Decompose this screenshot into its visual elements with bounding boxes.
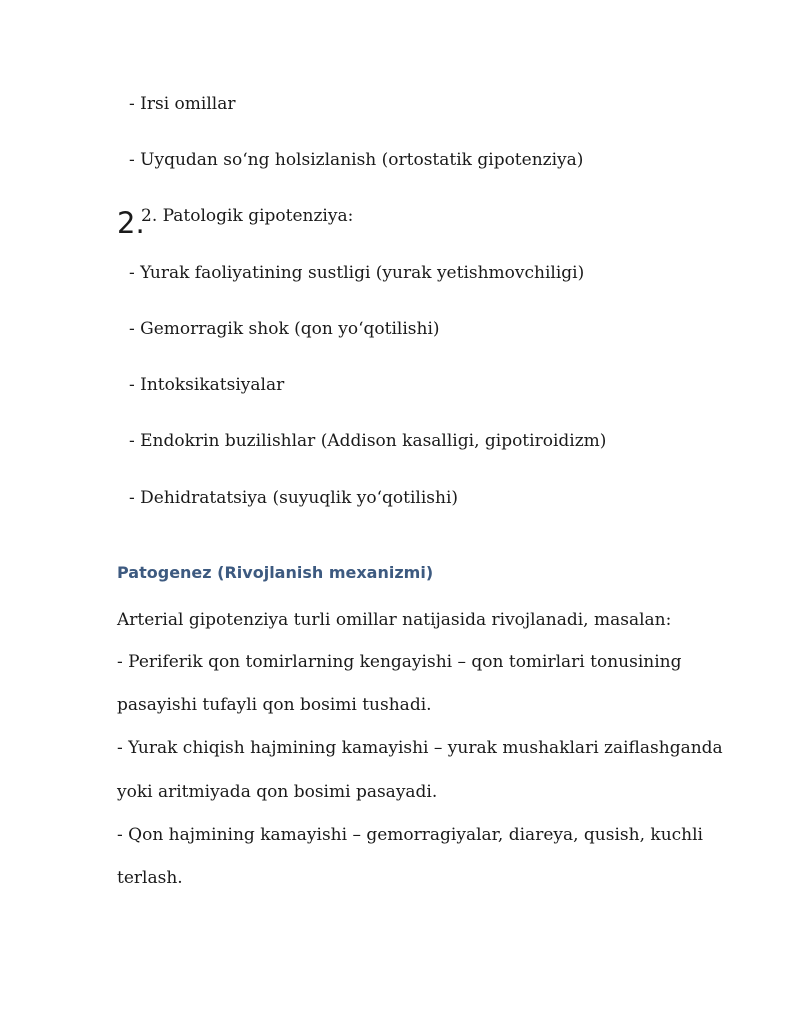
paragraph-line: pasayishi tufayli qon bosimi tushadi. bbox=[117, 695, 432, 715]
list-item-intoksikatsiyalar: - Intoksikatsiyalar bbox=[129, 375, 285, 395]
paragraph-line: - Qon hajmining kamayishi – gemorragiyalar, diareya, qusish, kuchli bbox=[117, 825, 703, 845]
paragraph-line: - Periferik qon tomirlarning kengayishi – qon tomirlari tonusining bbox=[117, 652, 682, 672]
paragraph-line: - Yurak chiqish hajmining kamayishi – yurak mushaklari zaiflashganda bbox=[117, 738, 723, 758]
list-number-marker: 2. bbox=[117, 206, 145, 240]
list-item-yurak-faoliyati: - Yurak faoliyatining sustligi (yurak yetishmovchiligi) bbox=[129, 263, 585, 283]
paragraph-line: yoki aritmiyada qon bosimi pasayadi. bbox=[117, 782, 438, 802]
paragraph-line: terlash. bbox=[117, 868, 183, 888]
list-item-irsi-omillar: - Irsi omillar bbox=[129, 94, 236, 114]
list-item-gemorragik-shok: - Gemorragik shok (qon yo‘qotilishi) bbox=[129, 319, 440, 339]
section-heading-patogenez: Patogenez (Rivojlanish mexanizmi) bbox=[117, 563, 434, 582]
section-title-patologik: 2. Patologik gipotenziya: bbox=[141, 206, 354, 226]
paragraph-line: Arterial gipotenziya turli omillar natijasida rivojlanadi, masalan: bbox=[117, 610, 672, 630]
list-item-dehidratatsiya: - Dehidratatsiya (suyuqlik yo‘qotilishi) bbox=[129, 488, 459, 508]
list-item-endokrin: - Endokrin buzilishlar (Addison kasalligi, gipotiroidizm) bbox=[129, 431, 607, 451]
list-item-ortostatik: - Uyqudan so‘ng holsizlanish (ortostatik gipotenziya) bbox=[129, 150, 584, 170]
